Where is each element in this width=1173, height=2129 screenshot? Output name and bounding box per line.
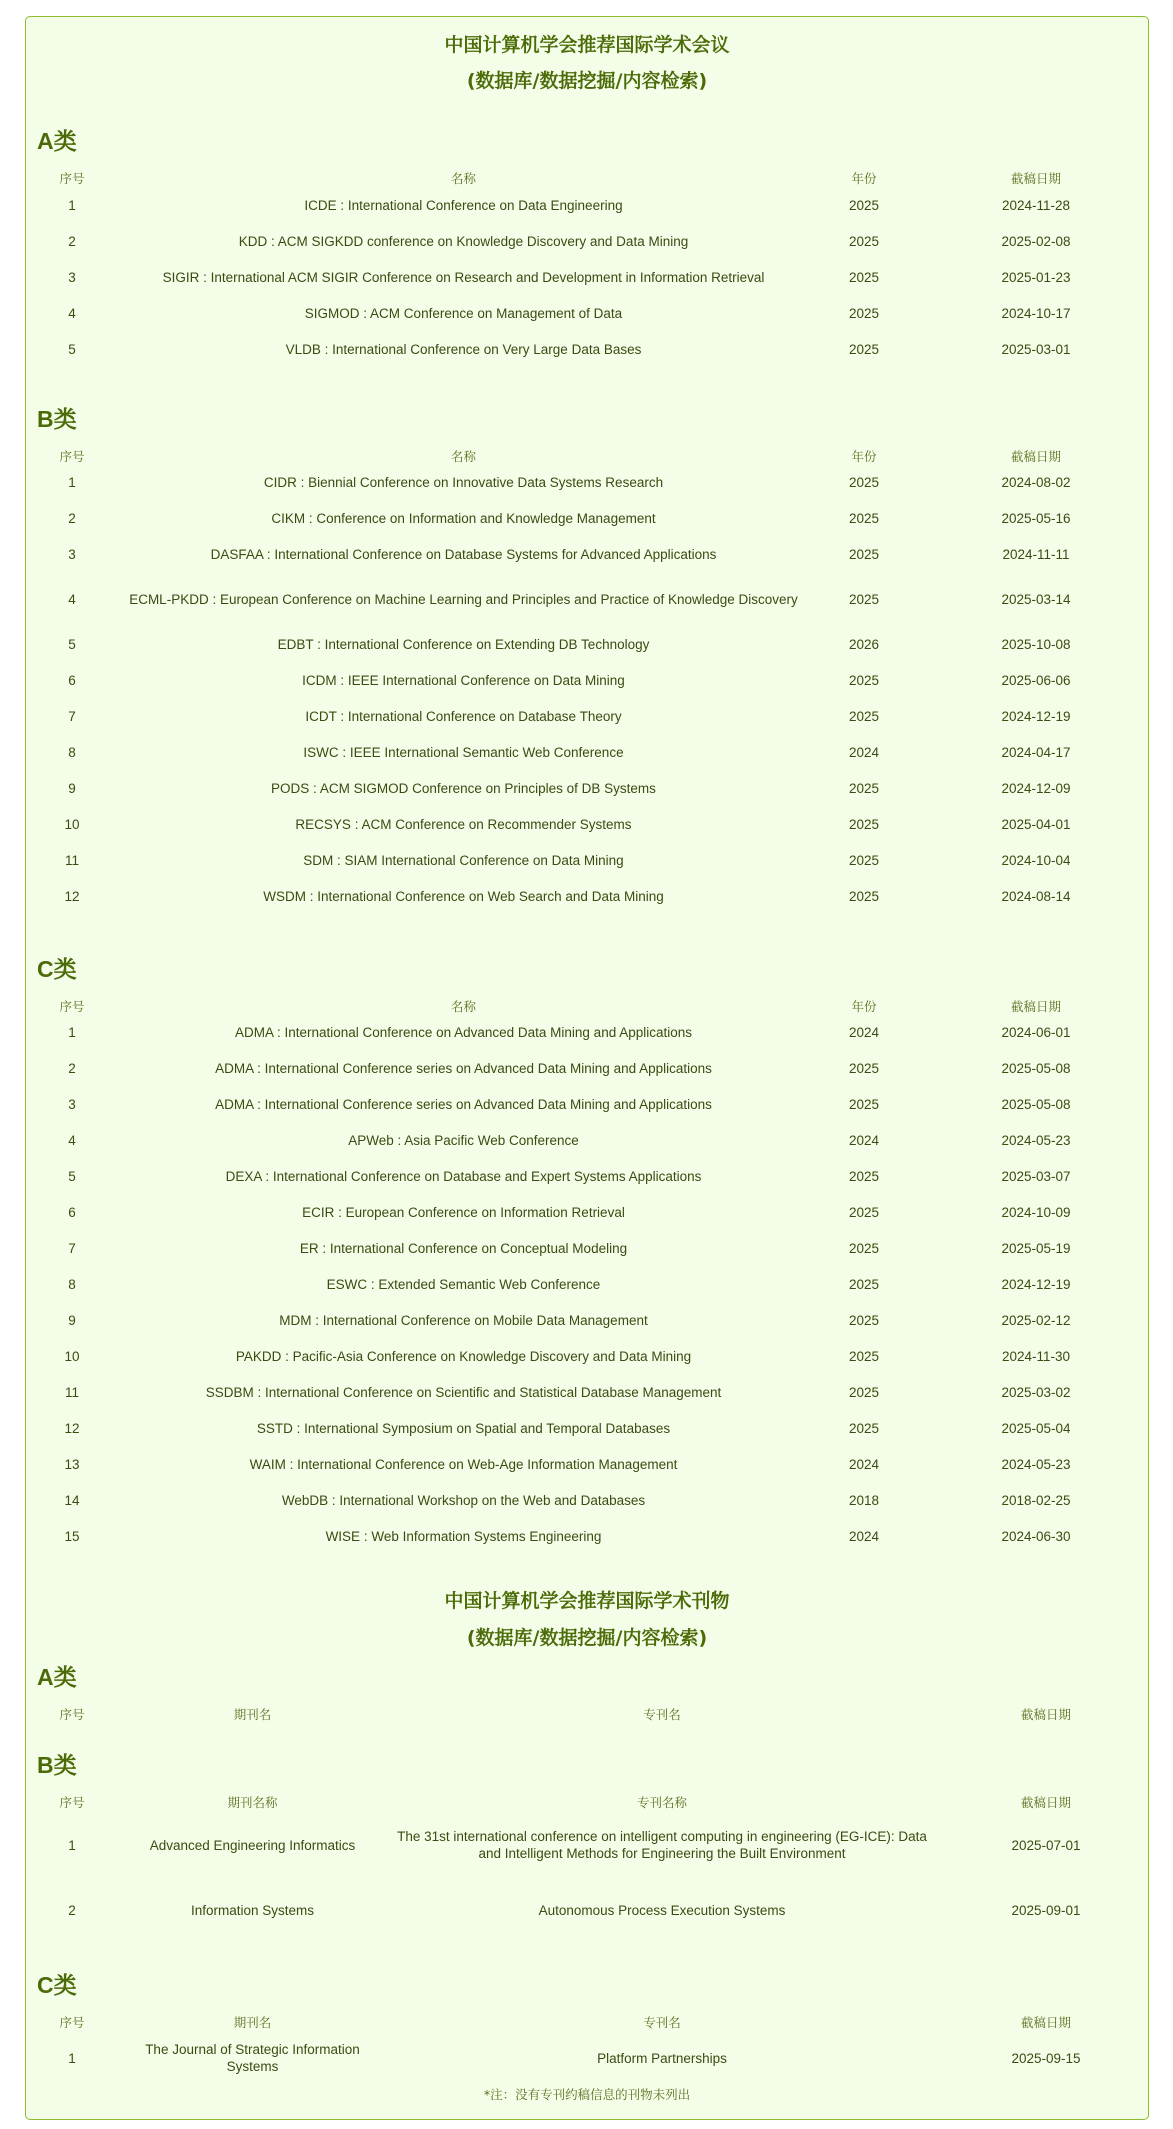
row-number: 11	[64, 1384, 79, 1400]
conference-year: 2025	[848, 1348, 880, 1364]
row-number: 5	[68, 1168, 76, 1184]
column-header-journal: 期刊名	[233, 2015, 272, 2030]
conference-year: 2025	[848, 1204, 880, 1220]
submission-deadline: 2025-06-06	[1001, 672, 1071, 688]
table-row	[26, 1482, 1148, 1518]
row-number: 1	[68, 474, 76, 490]
conference-name: EDBT : International Conference on Extending DB Technology	[277, 636, 650, 652]
column-header-year: 年份	[851, 449, 877, 464]
table-header	[26, 1793, 1148, 1813]
row-number: 13	[64, 1456, 80, 1472]
conference-year: 2024	[848, 1528, 880, 1544]
row-number: 5	[68, 341, 76, 357]
conference-name: ADMA : International Conference series on Advanced Data Mining and Applications	[215, 1096, 712, 1112]
journal-table-a	[26, 1705, 1148, 1725]
row-number: 4	[68, 591, 76, 607]
column-header-no: 序号	[59, 171, 85, 186]
table-row	[26, 1014, 1148, 1050]
table-row	[26, 1266, 1148, 1302]
row-number: 11	[64, 852, 79, 868]
submission-deadline: 2025-07-01	[1011, 1837, 1081, 1853]
conference-name: DEXA : International Conference on Database and Expert Systems Applications	[225, 1168, 702, 1184]
conference-year: 2025	[848, 1096, 880, 1112]
table-row	[26, 1338, 1148, 1374]
conference-year: 2025	[848, 197, 880, 213]
conference-subtitle: (数据库/数据挖掘/内容检索)	[466, 70, 708, 92]
column-header-special-issue: 专刊名称	[636, 1795, 687, 1810]
conference-name: SSDBM : International Conference on Scientific and Statistical Database Management	[205, 1384, 722, 1400]
conference-name: DASFAA : International Conference on Database Systems for Advanced Applications	[210, 546, 717, 562]
table-row	[26, 464, 1148, 500]
column-header-deadline: 截稿日期	[1020, 2015, 1071, 2030]
submission-deadline: 2025-03-01	[1001, 341, 1071, 357]
conference-name: ADMA : International Conference series on Advanced Data Mining and Applications	[215, 1060, 712, 1076]
row-number: 12	[64, 1420, 80, 1436]
table-row	[26, 1518, 1148, 1554]
column-header-special-issue: 专刊名	[643, 1707, 681, 1722]
submission-deadline: 2025-03-02	[1001, 1384, 1071, 1400]
conference-name: APWeb : Asia Pacific Web Conference	[348, 1132, 579, 1148]
conference-table-a	[26, 169, 1148, 369]
journal-name: Information Systems	[190, 1902, 315, 1918]
table-header	[26, 169, 1148, 189]
column-header-year: 年份	[851, 999, 877, 1014]
conference-year: 2025	[848, 780, 880, 796]
submission-deadline: 2025-03-07	[1001, 1168, 1071, 1184]
row-number: 2	[68, 1060, 76, 1076]
row-number: 10	[64, 816, 80, 832]
journal-category-b: B类	[37, 1752, 77, 1778]
column-header-deadline: 截稿日期	[1010, 449, 1061, 464]
conference-name: WAIM : International Conference on Web-Age Information Management	[249, 1456, 678, 1472]
journal-category-c: C类	[37, 1972, 77, 1998]
column-header-special-issue: 专刊名	[643, 2015, 681, 2030]
conference-name: CIDR : Biennial Conference on Innovative Data Systems Research	[263, 474, 664, 490]
row-number: 3	[68, 546, 76, 562]
conference-year: 2025	[848, 305, 880, 321]
conference-category-c: C类	[37, 956, 77, 982]
submission-deadline: 2025-09-01	[1011, 1902, 1081, 1918]
column-header-no: 序号	[59, 1795, 85, 1810]
table-row	[26, 662, 1148, 698]
table-row	[26, 698, 1148, 734]
special-issue-name: Platform Partnerships	[597, 2050, 727, 2066]
row-number: 1	[68, 1024, 76, 1040]
conference-name: WebDB : International Workshop on the Web and Databases	[281, 1492, 646, 1508]
conference-year: 2025	[848, 546, 880, 562]
column-header-name: 名称	[450, 449, 476, 464]
conference-year: 2024	[848, 744, 880, 760]
special-issue-name: The 31st international conference on intelligent computing in engineering (EG-ICE): Data and Intelligent Methods for Engineering the Built Environment	[397, 1829, 927, 1861]
table-row	[26, 1874, 1148, 1946]
row-number: 14	[64, 1492, 80, 1508]
conference-name: ECIR : European Conference on Information Retrieval	[302, 1204, 625, 1220]
submission-deadline: 2025-01-23	[1001, 269, 1071, 285]
conference-name: ADMA : International Conference on Advanced Data Mining and Applications	[234, 1024, 693, 1040]
row-number: 3	[68, 269, 76, 285]
table-row	[26, 1086, 1148, 1122]
conference-name: CIKM : Conference on Information and Knowledge Management	[271, 510, 656, 526]
table-body	[26, 464, 1148, 914]
row-number: 12	[64, 888, 80, 904]
table-header	[26, 2013, 1148, 2033]
conference-year: 2025	[848, 1384, 880, 1400]
submission-deadline: 2024-10-09	[1001, 1204, 1071, 1220]
row-number: 7	[68, 708, 76, 724]
submission-deadline: 2024-10-04	[1001, 852, 1071, 868]
submission-deadline: 2024-12-19	[1001, 1276, 1071, 1292]
journal-title: 中国计算机学会推荐国际学术刊物	[444, 1590, 730, 1612]
row-number: 15	[64, 1528, 80, 1544]
conference-name: ECML-PKDD : European Conference on Machine Learning and Principles and Practice of Knowledge Discovery	[129, 591, 798, 607]
conference-name: WISE : Web Information Systems Engineering	[325, 1528, 602, 1544]
row-number: 6	[68, 1204, 76, 1220]
conference-title: 中国计算机学会推荐国际学术会议	[444, 34, 730, 56]
submission-deadline: 2025-05-16	[1001, 510, 1071, 526]
submission-deadline: 2025-10-08	[1001, 636, 1071, 652]
table-row	[26, 806, 1148, 842]
conference-name: SDM : SIAM International Conference on Data Mining	[303, 852, 624, 868]
submission-deadline: 2025-02-08	[1001, 233, 1071, 249]
row-number: 5	[68, 636, 76, 652]
submission-deadline: 2025-04-01	[1001, 816, 1071, 832]
conference-year: 2025	[848, 591, 880, 607]
conference-year: 2025	[848, 672, 880, 688]
table-row	[26, 1122, 1148, 1158]
conference-year: 2025	[848, 888, 880, 904]
column-header-name: 名称	[450, 171, 476, 186]
conference-year: 2025	[848, 1276, 880, 1292]
row-number: 2	[68, 1902, 76, 1918]
table-row	[26, 1302, 1148, 1338]
conference-name: ICDM : IEEE International Conference on Data Mining	[302, 672, 625, 688]
row-number: 4	[68, 305, 76, 321]
conference-table-b	[26, 447, 1148, 917]
column-header-deadline: 截稿日期	[1020, 1795, 1071, 1810]
conference-year: 2025	[848, 269, 880, 285]
submission-deadline: 2024-11-30	[1001, 1348, 1071, 1364]
journal-category-a: A类	[37, 1664, 77, 1690]
conference-year: 2024	[848, 1024, 880, 1040]
conference-category-b: B类	[37, 406, 77, 432]
conference-year: 2025	[848, 708, 880, 724]
special-issue-name: Autonomous Process Execution Systems	[538, 1902, 786, 1918]
column-header-deadline: 截稿日期	[1010, 999, 1061, 1014]
table-row	[26, 572, 1148, 626]
submission-deadline: 2024-11-28	[1001, 197, 1071, 213]
submission-deadline: 2018-02-25	[1001, 1492, 1071, 1508]
row-number: 1	[68, 1837, 76, 1853]
submission-deadline: 2024-12-09	[1001, 780, 1071, 796]
conference-name: WSDM : International Conference on Web Search and Data Mining	[263, 888, 664, 904]
submission-deadline: 2024-11-11	[1002, 546, 1070, 562]
row-number: 2	[68, 233, 76, 249]
row-number: 3	[68, 1096, 76, 1112]
submission-deadline: 2024-10-17	[1001, 305, 1071, 321]
conference-name: ER : International Conference on Conceptual Modeling	[299, 1240, 628, 1256]
conference-name: ESWC : Extended Semantic Web Conference	[326, 1276, 601, 1292]
conference-table-c	[26, 997, 1148, 1557]
conference-year: 2025	[848, 1168, 880, 1184]
table-row	[26, 1374, 1148, 1410]
conference-year: 2018	[848, 1492, 880, 1508]
deadline-panel	[25, 16, 1149, 2120]
conference-year: 2025	[848, 852, 880, 868]
table-row	[26, 1816, 1148, 1874]
journal-subtitle: (数据库/数据挖掘/内容检索)	[466, 1627, 708, 1649]
column-header-year: 年份	[851, 171, 877, 186]
conference-name: VLDB : International Conference on Very Large Data Bases	[285, 341, 642, 357]
table-row	[26, 295, 1148, 331]
submission-deadline: 2024-05-23	[1001, 1456, 1071, 1472]
table-body	[26, 1816, 1148, 1946]
submission-deadline: 2024-05-23	[1001, 1132, 1071, 1148]
table-row	[26, 259, 1148, 295]
row-number: 6	[68, 672, 76, 688]
submission-deadline: 2025-02-12	[1001, 1312, 1071, 1328]
table-body	[26, 2033, 1148, 2083]
table-row	[26, 1194, 1148, 1230]
row-number: 1	[68, 197, 76, 213]
row-number: 1	[68, 2050, 76, 2066]
row-number: 9	[68, 780, 76, 796]
table-header	[26, 1705, 1148, 1725]
submission-deadline: 2025-09-15	[1011, 2050, 1081, 2066]
table-row	[26, 187, 1148, 223]
table-row	[26, 331, 1148, 367]
submission-deadline: 2024-06-30	[1001, 1528, 1071, 1544]
table-body	[26, 187, 1148, 367]
table-row	[26, 1410, 1148, 1446]
column-header-journal: 期刊名	[233, 1707, 272, 1722]
conference-year: 2025	[848, 1420, 880, 1436]
column-header-no: 序号	[59, 449, 85, 464]
table-row	[26, 1446, 1148, 1482]
conference-name: SIGIR : International ACM SIGIR Conference on Research and Development in Information Retrieval	[162, 269, 765, 285]
table-row	[26, 626, 1148, 662]
row-number: 2	[68, 510, 76, 526]
table-row	[26, 2033, 1148, 2083]
submission-deadline: 2024-04-17	[1001, 744, 1071, 760]
conference-year: 2025	[848, 233, 880, 249]
journal-table-c	[26, 2013, 1148, 2083]
submission-deadline: 2024-12-19	[1001, 708, 1071, 724]
conference-name: ISWC : IEEE International Semantic Web Conference	[303, 744, 624, 760]
conference-year: 2025	[848, 1060, 880, 1076]
table-row	[26, 536, 1148, 572]
conference-name: ICDT : International Conference on Database Theory	[305, 708, 622, 724]
conference-year: 2025	[848, 341, 880, 357]
column-header-deadline: 截稿日期	[1020, 1707, 1071, 1722]
submission-deadline: 2024-08-02	[1001, 474, 1071, 490]
journal-table-b	[26, 1793, 1148, 1943]
column-header-name: 名称	[450, 999, 476, 1014]
column-header-journal: 期刊名称	[227, 1795, 278, 1810]
conference-name: SIGMOD : ACM Conference on Management of Data	[304, 305, 623, 321]
journal-name: Advanced Engineering Informatics	[149, 1837, 356, 1853]
row-number: 8	[68, 1276, 76, 1292]
row-number: 9	[68, 1312, 76, 1328]
table-row	[26, 1050, 1148, 1086]
submission-deadline: 2025-05-19	[1001, 1240, 1071, 1256]
conference-year: 2025	[848, 1312, 880, 1328]
submission-deadline: 2025-05-04	[1001, 1420, 1071, 1436]
column-header-no: 序号	[59, 1707, 85, 1722]
table-row	[26, 770, 1148, 806]
column-header-deadline: 截稿日期	[1010, 171, 1061, 186]
row-number: 4	[68, 1132, 76, 1148]
submission-deadline: 2024-06-01	[1001, 1024, 1071, 1040]
table-row	[26, 1158, 1148, 1194]
column-header-no: 序号	[59, 999, 85, 1014]
row-number: 10	[64, 1348, 80, 1364]
table-row	[26, 734, 1148, 770]
submission-deadline: 2025-03-14	[1001, 591, 1071, 607]
conference-year: 2025	[848, 474, 880, 490]
table-row	[26, 223, 1148, 259]
conference-name: PODS : ACM SIGMOD Conference on Principles of DB Systems	[271, 780, 656, 796]
conference-year: 2025	[848, 510, 880, 526]
conference-name: MDM : International Conference on Mobile Data Management	[279, 1312, 648, 1328]
conference-name: RECSYS : ACM Conference on Recommender Systems	[295, 816, 632, 832]
journal-name: The Journal of Strategic Information Systems	[145, 2042, 360, 2074]
column-header-no: 序号	[59, 2015, 85, 2030]
row-number: 7	[68, 1240, 76, 1256]
conference-name: ICDE : International Conference on Data Engineering	[304, 197, 623, 213]
table-row	[26, 878, 1148, 914]
submission-deadline: 2025-05-08	[1001, 1096, 1071, 1112]
conference-name: PAKDD : Pacific-Asia Conference on Knowledge Discovery and Data Mining	[235, 1348, 692, 1364]
conference-category-a: A类	[37, 128, 77, 154]
table-row	[26, 500, 1148, 536]
conference-name: KDD : ACM SIGKDD conference on Knowledge Discovery and Data Mining	[238, 233, 689, 249]
conference-year: 2025	[848, 816, 880, 832]
row-number: 8	[68, 744, 76, 760]
conference-year: 2024	[848, 1132, 880, 1148]
conference-year: 2025	[848, 1240, 880, 1256]
submission-deadline: 2025-05-08	[1001, 1060, 1071, 1076]
conference-name: SSTD : International Symposium on Spatial and Temporal Databases	[256, 1420, 671, 1436]
conference-year: 2026	[848, 636, 880, 652]
conference-year: 2024	[848, 1456, 880, 1472]
footnote: *注：没有专刊约稿信息的刊物未列出	[483, 2087, 691, 2102]
table-row	[26, 842, 1148, 878]
table-row	[26, 1230, 1148, 1266]
table-body	[26, 1014, 1148, 1554]
submission-deadline: 2024-08-14	[1001, 888, 1071, 904]
